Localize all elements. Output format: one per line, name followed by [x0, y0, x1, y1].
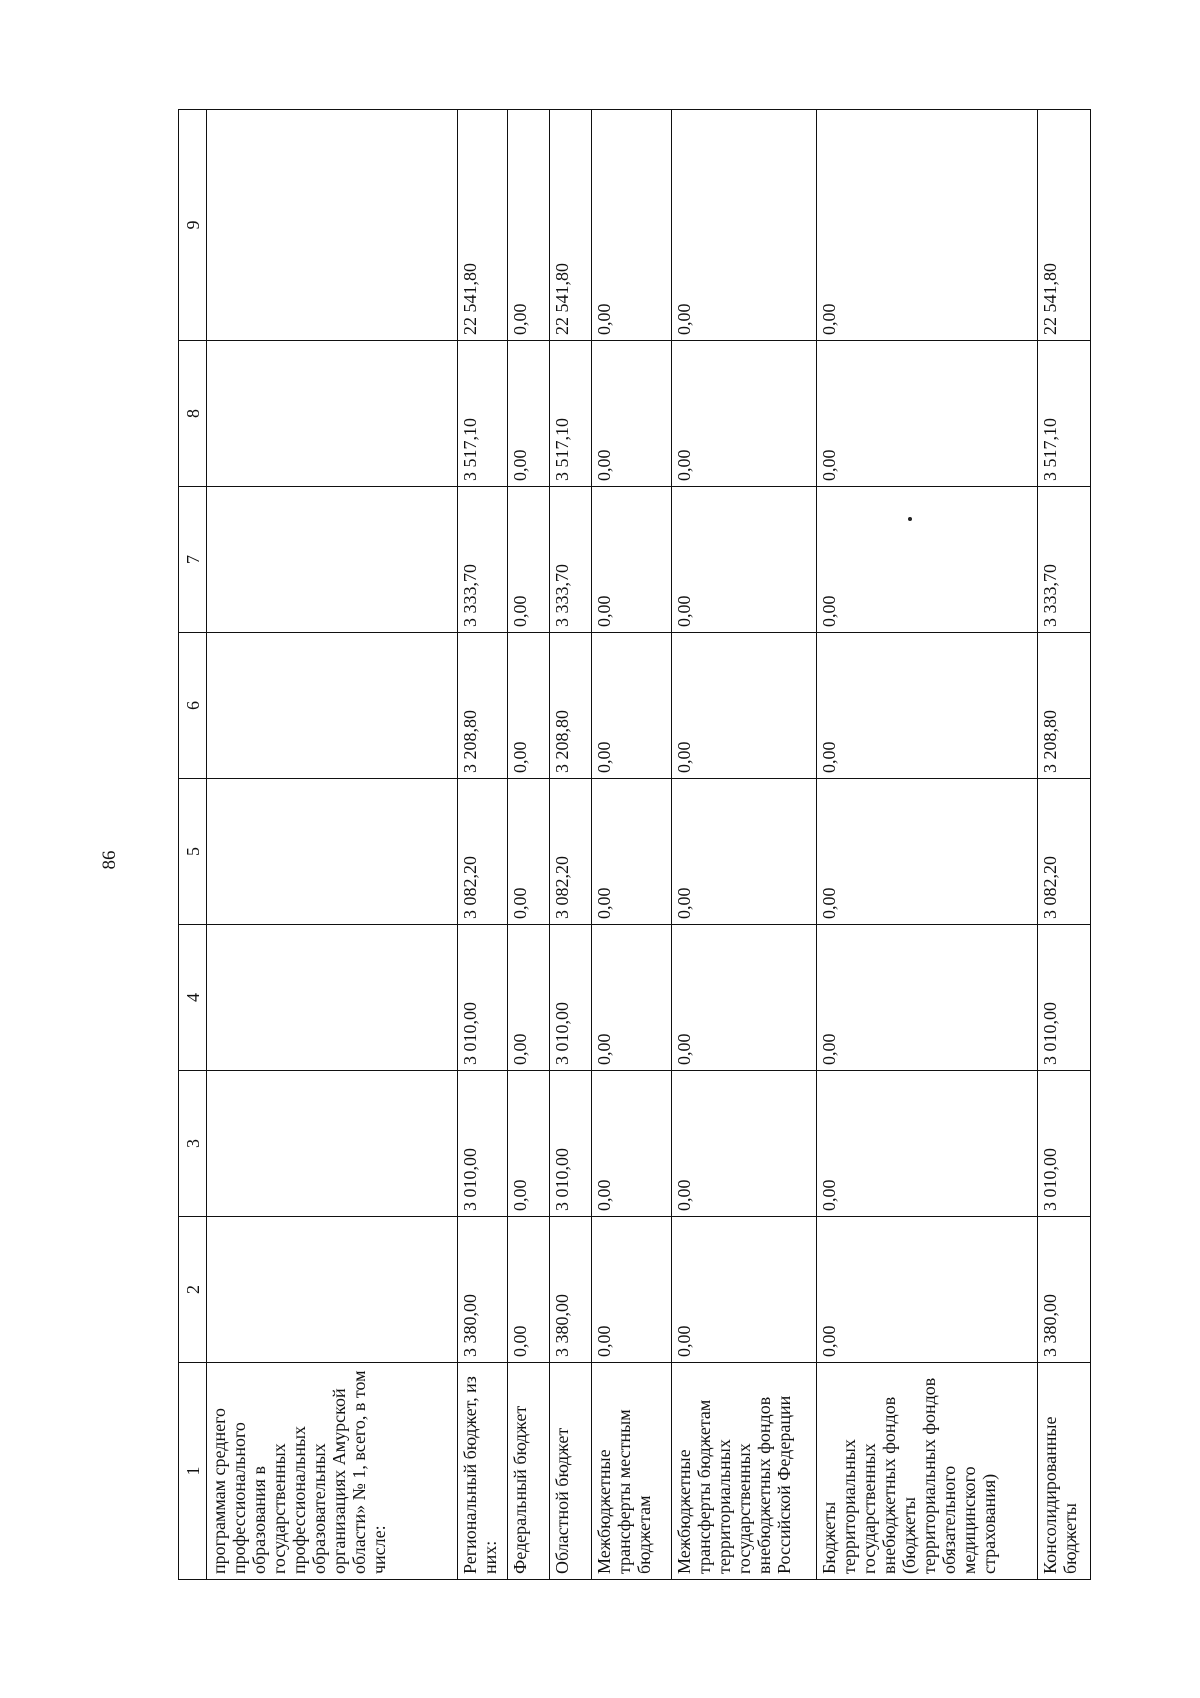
table-cell: 22 541,80 [1038, 110, 1091, 341]
table-cell: 3 010,00 [1038, 925, 1091, 1071]
table-row [207, 110, 458, 1580]
table-cell [207, 1071, 458, 1217]
table-cell: 0,00 [817, 1071, 1038, 1217]
row-label: Региональный бюджет, из них: [458, 1363, 507, 1580]
table-cell: 0,00 [671, 487, 816, 633]
table-cell [207, 779, 458, 925]
table-cell: 3 380,00 [458, 1217, 507, 1363]
table-cell: 0,00 [817, 633, 1038, 779]
table-cell: 3 208,80 [1038, 633, 1091, 779]
row-label: Областной бюджет [549, 1363, 591, 1580]
table-row [458, 110, 507, 1580]
table-cell: 0,00 [671, 779, 816, 925]
table-cell: 3 010,00 [1038, 1071, 1091, 1217]
table-cell: 3 010,00 [458, 1071, 507, 1217]
table-row [549, 110, 591, 1580]
table-cell: 0,00 [591, 925, 671, 1071]
table-cell: 0,00 [671, 925, 816, 1071]
table-cell: 0,00 [591, 341, 671, 487]
row-label: Консолидированные бюджеты [1038, 1363, 1091, 1580]
table-cell: 0,00 [817, 341, 1038, 487]
table-cell: 0,00 [817, 779, 1038, 925]
table-cell: 0,00 [507, 1071, 549, 1217]
table-cell: 3 082,20 [458, 779, 507, 925]
table-cell: 3 082,20 [1038, 779, 1091, 925]
table-cell [207, 341, 458, 487]
table-cell: 3 380,00 [549, 1217, 591, 1363]
column-header: 5 [179, 779, 207, 925]
table-cell: 3 010,00 [458, 925, 507, 1071]
table-cell: 3 333,70 [1038, 487, 1091, 633]
table-cell: 3 380,00 [1038, 1217, 1091, 1363]
table-cell: 0,00 [507, 925, 549, 1071]
table-cell: 0,00 [817, 487, 1038, 633]
table-cell: 3 208,80 [458, 633, 507, 779]
table-cell: 0,00 [507, 487, 549, 633]
table-cell: 0,00 [507, 633, 549, 779]
table-cell: 3 517,10 [549, 341, 591, 487]
table-cell: 3 333,70 [458, 487, 507, 633]
table-cell: 0,00 [591, 1071, 671, 1217]
scan-speck [908, 517, 912, 521]
rotated-table-container [178, 110, 1091, 1580]
column-header: 4 [179, 925, 207, 1071]
table-cell: 0,00 [507, 110, 549, 341]
column-header: 7 [179, 487, 207, 633]
table-row [591, 110, 671, 1580]
table-cell: 0,00 [591, 779, 671, 925]
table-cell: 0,00 [817, 925, 1038, 1071]
column-header: 8 [179, 341, 207, 487]
budget-table [178, 109, 1091, 1580]
table-row [817, 110, 1038, 1580]
row-label: программам среднего профессионального образования в государственных профессиональных образовательных организациях Амурской области» № 1, всего, в том числе: [207, 1363, 458, 1580]
table-cell: 3 082,20 [549, 779, 591, 925]
table-cell: 0,00 [507, 341, 549, 487]
table-cell: 3 010,00 [549, 1071, 591, 1217]
table-cell: 0,00 [591, 633, 671, 779]
table-cell: 3 333,70 [549, 487, 591, 633]
table-cell [207, 925, 458, 1071]
table-cell: 0,00 [671, 633, 816, 779]
table-cell [207, 633, 458, 779]
table-cell: 0,00 [671, 341, 816, 487]
table-cell [207, 487, 458, 633]
column-header: 6 [179, 633, 207, 779]
table-cell: 0,00 [817, 1217, 1038, 1363]
table-cell: 0,00 [591, 1217, 671, 1363]
table-row [671, 110, 816, 1580]
table-cell: 0,00 [671, 1217, 816, 1363]
column-header: 1 [179, 1363, 207, 1580]
table-cell: 0,00 [671, 110, 816, 341]
row-label: Федеральный бюджет [507, 1363, 549, 1580]
table-cell [207, 110, 458, 341]
table-row [507, 110, 549, 1580]
column-header: 3 [179, 1071, 207, 1217]
header-row [179, 110, 207, 1580]
table-cell: 0,00 [507, 1217, 549, 1363]
table-cell: 0,00 [671, 1071, 816, 1217]
table-cell: 22 541,80 [549, 110, 591, 341]
row-label: Бюджеты территориальных государственных внебюджетных фондов (бюджеты территориальных фондов обязательного медицинского страхования) [817, 1363, 1038, 1580]
table-cell: 0,00 [817, 110, 1038, 341]
column-header: 9 [179, 110, 207, 341]
table-cell: 3 517,10 [458, 341, 507, 487]
table-cell: 3 208,80 [549, 633, 591, 779]
table-cell: 0,00 [591, 487, 671, 633]
table-cell: 3 517,10 [1038, 341, 1091, 487]
column-header: 2 [179, 1217, 207, 1363]
table-cell: 3 010,00 [549, 925, 591, 1071]
row-label: Межбюджетные трансферты бюджетам территориальных государственных внебюджетных фондов Российской Федерации [671, 1363, 816, 1580]
table-row [1038, 110, 1091, 1580]
page-number: 86 [99, 850, 120, 870]
table-cell: 0,00 [507, 779, 549, 925]
table-cell: 22 541,80 [458, 110, 507, 341]
row-label: Межбюджетные трансферты местным бюджетам [591, 1363, 671, 1580]
table-cell [207, 1217, 458, 1363]
table-cell: 0,00 [591, 110, 671, 341]
